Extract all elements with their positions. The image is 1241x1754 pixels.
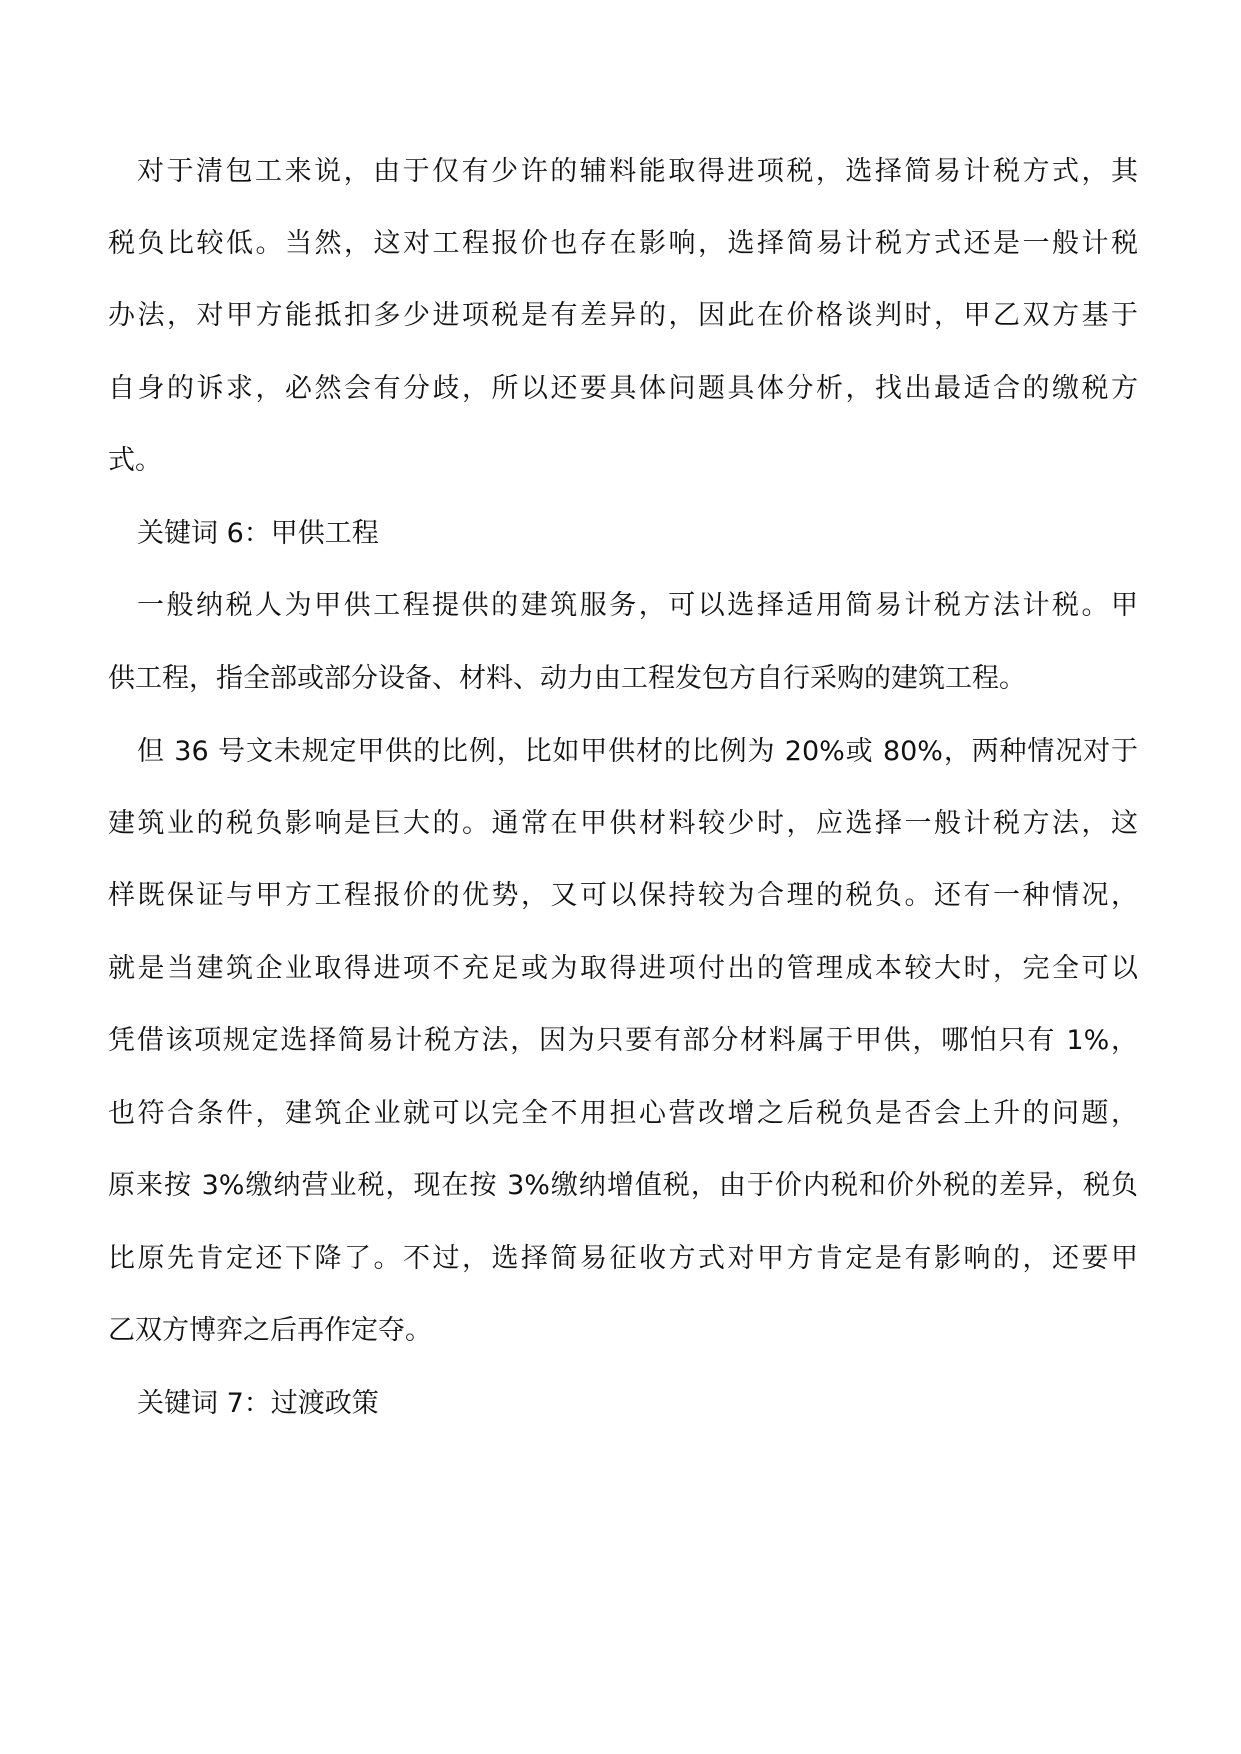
paragraph-2-line-1: 一般纳税人为甲供工程提供的建筑服务，可以选择适用简易计税方法计税。甲 xyxy=(137,590,1138,621)
paragraph-3-line-9: 乙双方博弈之后再作定夺。 xyxy=(108,1315,432,1346)
paragraph-1-line-3: 办法，对甲方能抵扣多少进项税是有差异的，因此在价格谈判时，甲乙双方基于 xyxy=(108,300,1138,331)
paragraph-1-line-1: 对于清包工来说，由于仅有少许的辅料能取得进项税，选择简易计税方式，其 xyxy=(137,156,1138,187)
paragraph-3-line-6: 也符合条件，建筑企业就可以完全不用担心营改增之后税负是否会上升的问题， xyxy=(108,1098,1138,1129)
section-heading-7: 关键词 7：过渡政策 xyxy=(137,1388,379,1419)
paragraph-1-line-5: 式。 xyxy=(108,445,162,476)
paragraph-3-line-8: 比原先肯定还下降了。不过，选择简易征收方式对甲方肯定是有影响的，还要甲 xyxy=(108,1243,1138,1274)
paragraph-3-line-1: 但 36 号文未规定甲供的比例，比如甲供材的比例为 20%或 80%，两种情况对于 xyxy=(137,736,1138,767)
paragraph-2-line-2: 供工程，指全部或部分设备、材料、动力由工程发包方自行采购的建筑工程。 xyxy=(108,663,1026,694)
paragraph-1-line-2: 税负比较低。当然，这对工程报价也存在影响，选择简易计税方式还是一般计税 xyxy=(108,228,1138,259)
paragraph-3-line-7: 原来按 3%缴纳营业税，现在按 3%缴纳增值税，由于价内税和价外税的差异，税负 xyxy=(108,1170,1138,1201)
paragraph-3-line-4: 就是当建筑企业取得进项不充足或为取得进项付出的管理成本较大时，完全可以 xyxy=(108,953,1138,984)
paragraph-3-line-5: 凭借该项规定选择简易计税方法，因为只要有部分材料属于甲供，哪怕只有 1%， xyxy=(108,1025,1138,1056)
paragraph-1-line-4: 自身的诉求，必然会有分歧，所以还要具体问题具体分析，找出最适合的缴税方 xyxy=(108,373,1138,404)
paragraph-3-line-3: 样既保证与甲方工程报价的优势，又可以保持较为合理的税负。还有一种情况， xyxy=(108,880,1138,911)
paragraph-3-line-2: 建筑业的税负影响是巨大的。通常在甲供材料较少时，应选择一般计税方法，这 xyxy=(108,808,1138,839)
section-heading-6: 关键词 6：甲供工程 xyxy=(137,518,379,549)
